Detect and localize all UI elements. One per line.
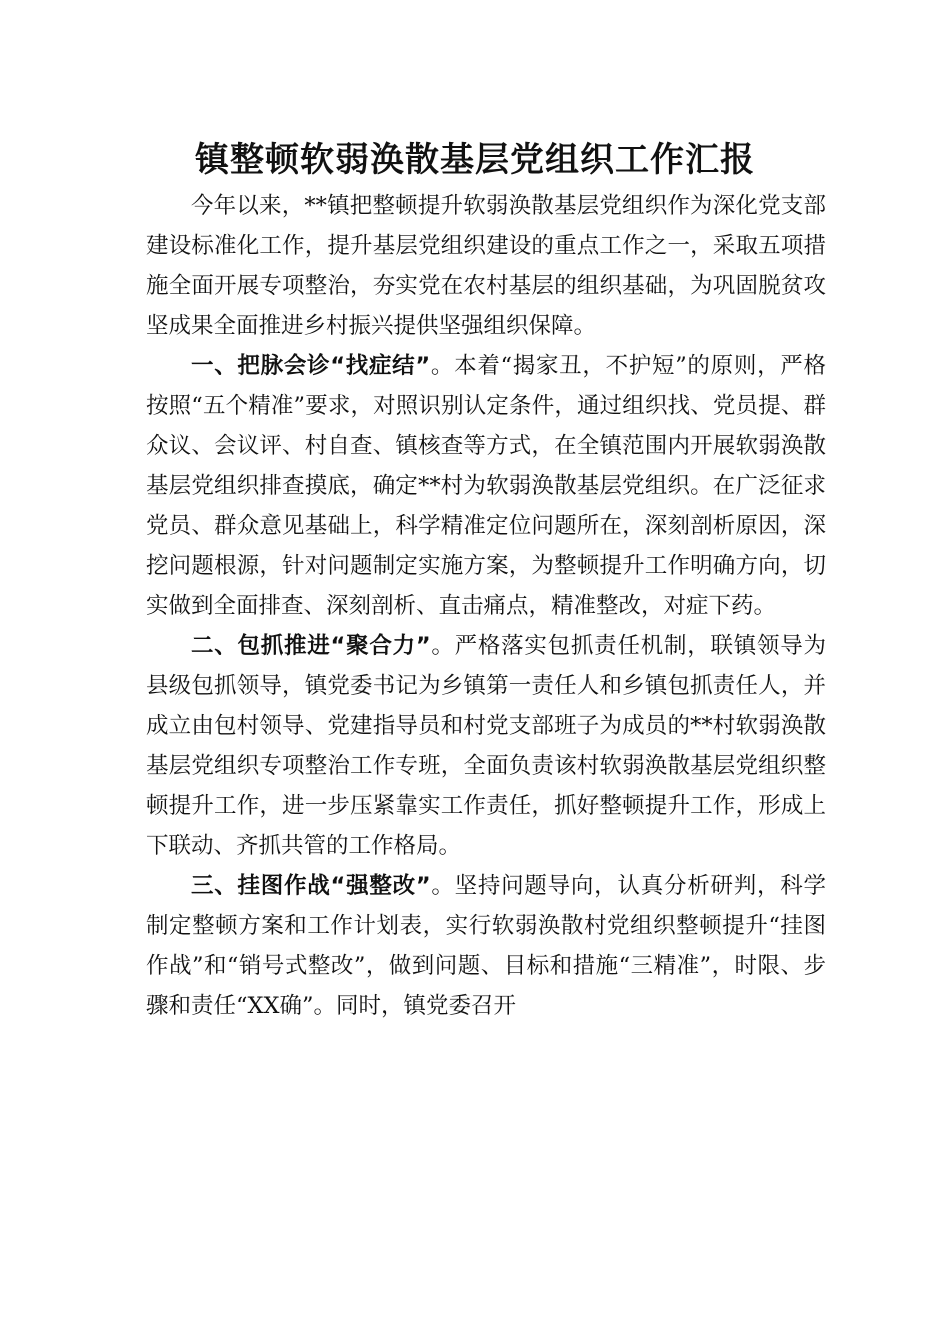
section-2-text: 。严格落实包抓责任机制，联镇领导为县级包抓领导，镇党委书记为乡镇第一责任人和乡镇包抓责任人，并成立由包村领导、党建指导员和村党支部班子为成员的**村软弱涣散基层党组织专项整治工作专班，全面负责该村软弱涣散基层党组织整顿提升工作，进一步压紧靠实工作责任，抓好整顿提升工作，形成上下联动、齐抓共管的工作格局。	[146, 633, 826, 859]
document-body	[146, 186, 826, 1026]
document-title: 镇整顿软弱涣散基层党组织工作汇报	[195, 140, 755, 180]
intro-paragraph	[146, 186, 826, 346]
section-3-paragraph	[146, 866, 826, 1026]
section-2-heading: 二、包抓推进“聚合力”	[191, 633, 431, 659]
section-1-heading: 一、把脉会诊“找症结”	[191, 353, 431, 379]
section-1-paragraph	[146, 346, 826, 626]
section-3-heading: 三、挂图作战“强整改”	[191, 873, 431, 899]
section-2-paragraph	[146, 626, 826, 866]
section-3-text: 。坚持问题导向，认真分析研判，科学制定整顿方案和工作计划表，实行软弱涣散村党组织整顿提升“挂图作战”和“销号式整改”，做到问题、目标和措施“三精准”，时限、步骤和责任“XX确”。同时，镇党委召开	[146, 873, 826, 1019]
intro-text: 今年以来，**镇把整顿提升软弱涣散基层党组织作为深化党支部建设标准化工作，提升基层党组织建设的重点工作之一，采取五项措施全面开展专项整治，夯实党在农村基层的组织基础，为巩固脱贫攻坚成果全面推进乡村振兴提供坚强组织保障。	[146, 193, 826, 339]
section-1-text: 。本着“揭家丑，不护短”的原则，严格按照“五个精准”要求，对照识别认定条件，通过组织找、党员提、群众议、会议评、村自查、镇核查等方式，在全镇范围内开展软弱涣散基层党组织排查摸底，确定**村为软弱涣散基层党组织。在广泛征求党员、群众意见基础上，科学精准定位问题所在，深刻剖析原因，深挖问题根源，针对问题制定实施方案，为整顿提升工作明确方向，切实做到全面排查、深刻剖析、直击痛点，精准整改，对症下药。	[146, 353, 826, 619]
